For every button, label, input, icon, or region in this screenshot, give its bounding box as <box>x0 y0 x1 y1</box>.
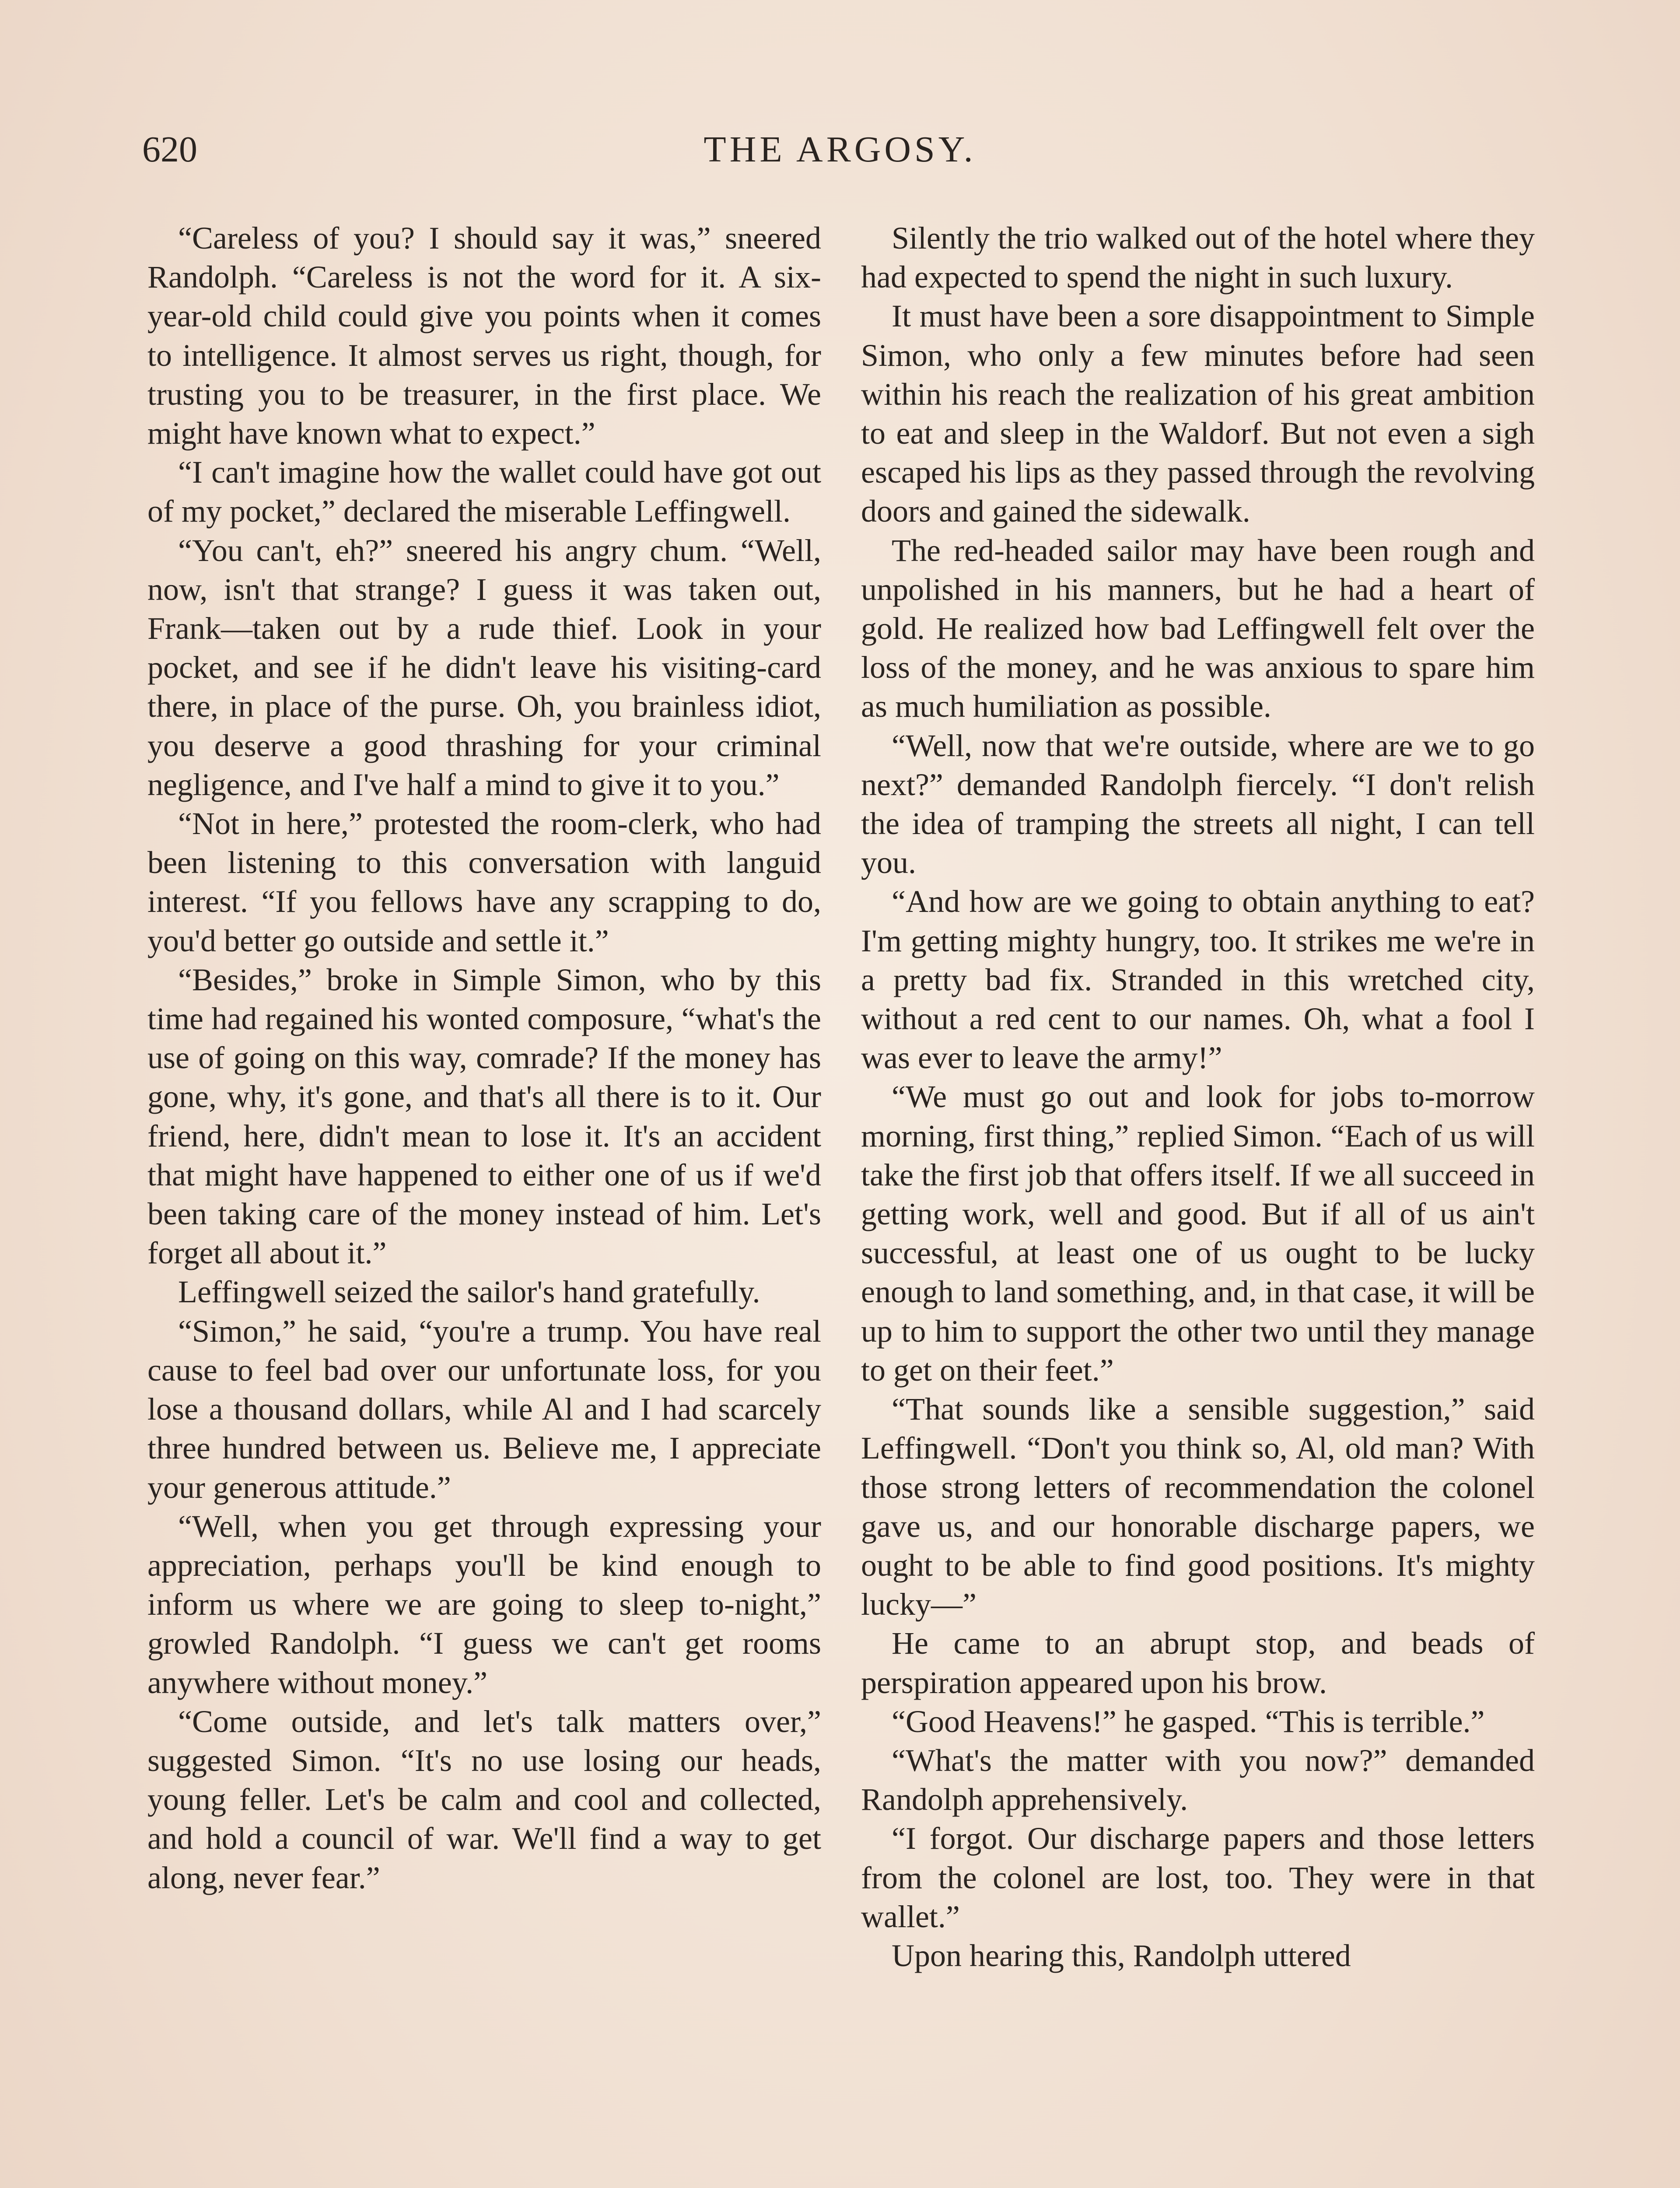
paragraph: Leffingwell seized the sailor's hand gratefully. <box>178 1274 760 1310</box>
paragraph: “What's the matter with you now?” demanded Randolph apprehensively. <box>861 1743 1535 1817</box>
paragraph: “Good Heavens!” he gasped. “This is terrible.” <box>892 1704 1485 1739</box>
paragraph: He came to an abrupt stop, and beads of perspiration appeared upon his brow. <box>861 1626 1535 1700</box>
left-column <box>147 219 821 2188</box>
paragraph: “You can't, eh?” sneered his angry chum. “Well, now, isn't that strange? I guess it was taken out, Frank—taken out by a rude thief. Look in your pocket, and see if he didn't leave his visiting-card there, in place of the purse. Oh, you brainless idiot, you deserve a good thrashing for your criminal negligence, and I've half a mind to give it to you.” <box>147 533 821 802</box>
paragraph: “That sounds like a sensible suggestion,” said Leffingwell. “Don't you think so, Al, old man? With those strong letters of recommendation the colonel gave us, and our honorable discharge papers, we ought to be able to find good positions. It's mighty lucky—” <box>861 1392 1535 1622</box>
paragraph: It must have been a sore disappointment to Simple Simon, who only a few minutes before had seen within his reach the realization of his great ambition to eat and sleep in the Waldorf. But not even a sigh escaped his lips as they passed through the revolving doors and gained the sidewalk. <box>861 298 1535 529</box>
paragraph: “I can't imagine how the wallet could have got out of my pocket,” declared the miserable Leffingwell. <box>147 455 821 529</box>
paragraph: “And how are we going to obtain anything to eat? I'm getting mighty hungry, too. It strikes me we're in a pretty bad fix. Stranded in this wretched city, without a red cent to our names. Oh, what a fool I was ever to leave the army!” <box>861 884 1535 1076</box>
paragraph: “Not in here,” protested the room-clerk, who had been listening to this conversation with languid interest. “If you fellows have any scrapping to do, you'd better go outside and settle it.” <box>147 806 821 958</box>
paragraph: “Come outside, and let's talk matters over,” suggested Simon. “It's no use losing our heads, young feller. Let's be calm and cool and collected, and hold a council of war. We'll find a way to get along, never fear.” <box>147 1704 821 1895</box>
paragraph: “Simon,” he said, “you're a trump. You have real cause to feel bad over our unfortunate loss, for you lose a thousand dollars, while Al and I had scarcely three hundred between us. Believe me, I appreciate your generous attitude.” <box>147 1313 821 1505</box>
running-title: THE ARGOSY. <box>704 129 976 170</box>
right-column <box>861 219 1535 2188</box>
paragraph: “Besides,” broke in Simple Simon, who by this time had regained his wonted composure, “what's the use of going on this way, comrade? If the money has gone, why, it's gone, and that's all there is to it. Our friend, here, didn't mean to lose it. It's an accident that might have happened to either one of us if we'd been taking care of the money instead of him. Let's forget all about it.” <box>147 962 821 1271</box>
paragraph: “We must go out and look for jobs to-morrow morning, first thing,” replied Simon. “Each of us will take the first job that offers itself. If we all succeed in getting work, well and good. But if all of us ain't successful, at least one of us ought to be lucky enough to land something, and, in that case, it will be up to him to support the other two until they manage to get on their feet.” <box>861 1079 1535 1388</box>
page-number: 620 <box>142 129 197 170</box>
paragraph: “Well, when you get through expressing your appreciation, perhaps you'll be kind enough to inform us where we are going to sleep to-night,” growled Randolph. “I guess we can't get rooms anywhere without money.” <box>147 1508 821 1700</box>
paragraph: “Well, now that we're outside, where are we to go next?” demanded Randolph fiercely. “I don't relish the idea of tramping the streets all night, I can tell you. <box>861 728 1535 880</box>
paragraph: “Careless of you? I should say it was,” sneered Randolph. “Careless is not the word for it. A six-year-old child could give you points when it comes to intelligence. It almost serves us right, though, for trusting you to be treasurer, in the first place. We might have known what to expect.” <box>147 221 821 451</box>
paragraph: Silently the trio walked out of the hotel where they had expected to spend the night in such luxury. <box>861 221 1535 295</box>
paragraph: Upon hearing this, Randolph uttered <box>892 1938 1351 1973</box>
paragraph: “I forgot. Our discharge papers and those letters from the colonel are lost, too. They were in that wallet.” <box>861 1821 1535 1934</box>
paragraph: The red-headed sailor may have been rough and unpolished in his manners, but he had a heart of gold. He realized how bad Leffingwell felt over the loss of the money, and he was anxious to spare him as much humiliation as possible. <box>861 533 1535 724</box>
